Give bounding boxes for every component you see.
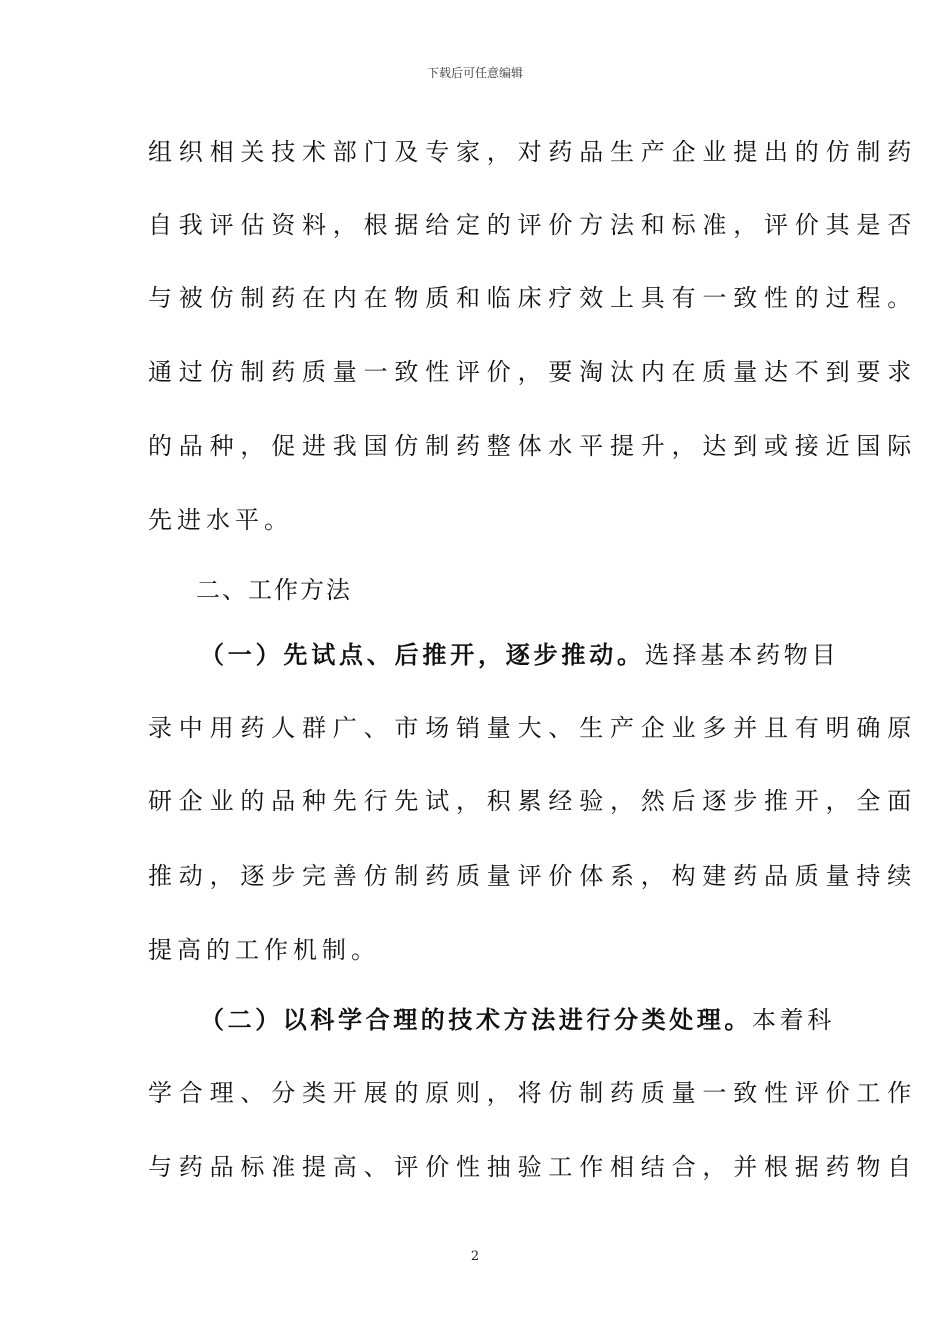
text-line: 与被仿制药在内在物质和临床疗效上具有一致性的过程。 [148,284,918,312]
item-2-first-line [200,1004,860,1036]
section-heading: 二、工作方法 [196,576,352,604]
text-line: 组织相关技术部门及专家，对药品生产企业提出的仿制药 [148,138,918,166]
text-line: 提高的工作机制。 [148,936,380,964]
page-number: 2 [470,1249,480,1264]
text-line: 的品种，促进我国仿制药整体水平提升，达到或接近国际 [148,432,918,460]
page-header: 下载后可任意编辑 [426,66,523,80]
text-line: 学合理、分类开展的原则，将仿制药质量一致性评价工作 [148,1079,918,1107]
text-line: 先进水平。 [148,506,293,534]
text-line: 与药品标准提高、评价性抽验工作相结合，并根据药物自 [148,1153,918,1181]
text-line: 研企业的品种先行先试，积累经验，然后逐步推开，全面 [148,787,918,815]
text-line: 通过仿制药质量一致性评价，要淘汰内在质量达不到要求 [148,358,918,386]
text-line: 自我评估资料，根据给定的评价方法和标准，评价其是否 [148,211,918,239]
item-1-title: （一）先试点、后推开，逐步推动。 [200,640,645,669]
item-1-first-text: 选择基本药物目 [644,641,840,669]
item-2-title: （二）以科学合理的技术方法进行分类处理。 [200,1005,752,1034]
text-line: 录中用药人群广、市场销量大、生产企业多并且有明确原 [148,714,918,742]
text-line: 推动，逐步完善仿制药质量评价体系，构建药品质量持续 [148,862,918,890]
item-1-first-line [200,639,860,671]
item-2-first-text: 本着科 [752,1006,835,1034]
